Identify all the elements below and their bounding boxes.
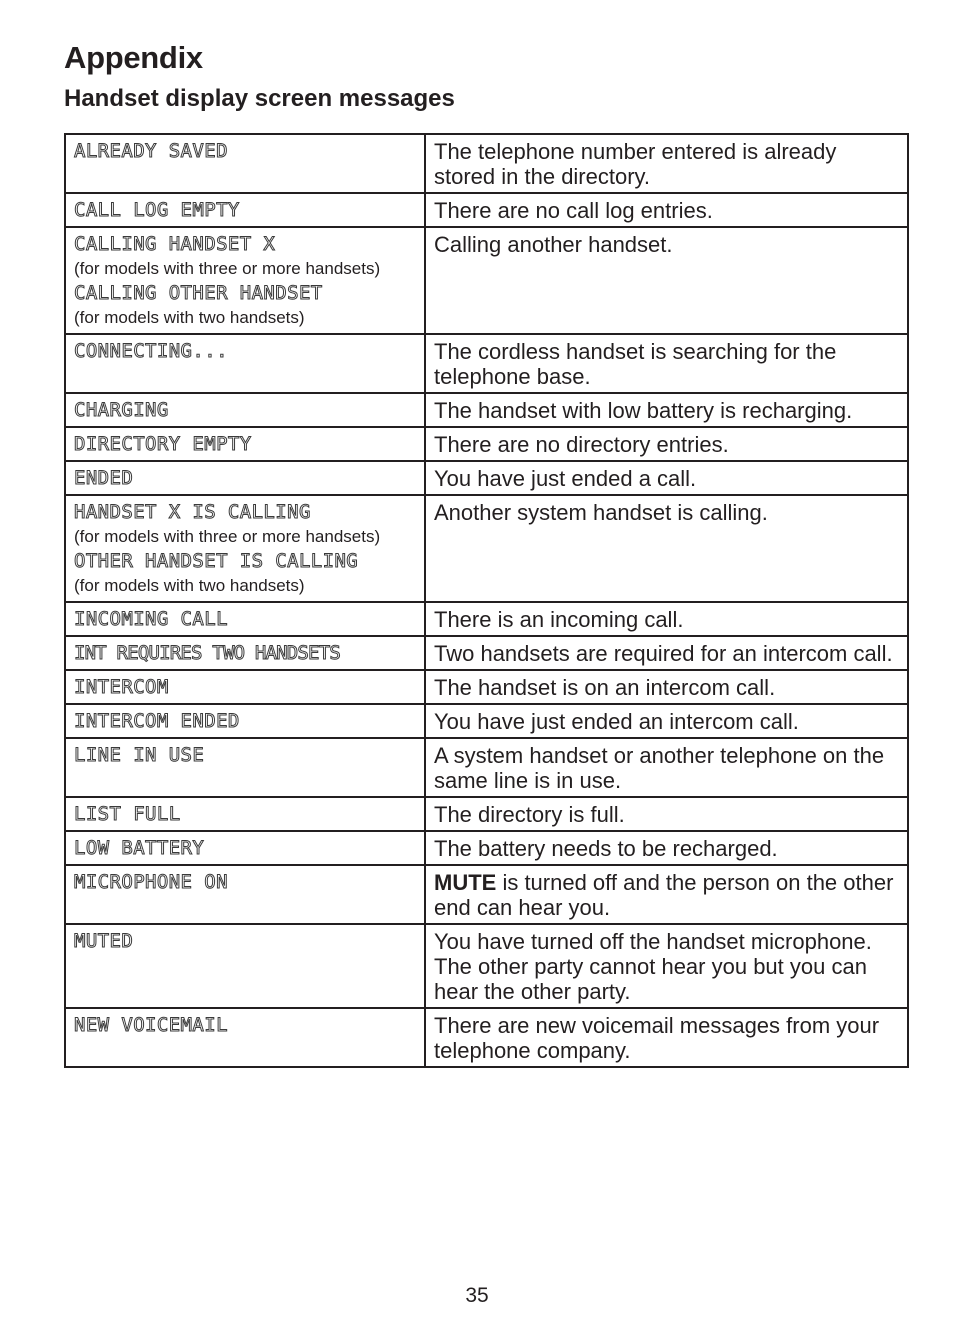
message-description: The directory is full. — [434, 802, 625, 827]
description-cell — [425, 831, 908, 865]
message-cell — [65, 602, 425, 636]
message-description: The battery needs to be recharged. — [434, 836, 778, 861]
screen-message: INT REQUIRES TWO HANDSETS — [74, 642, 340, 664]
message-cell — [65, 427, 425, 461]
model-note: (for models with two handsets) — [74, 308, 305, 327]
description-cell — [425, 461, 908, 495]
message-description: You have just ended a call. — [434, 466, 697, 491]
page-title: Appendix — [64, 40, 203, 75]
description-cell — [425, 227, 908, 334]
message-cell — [65, 738, 425, 797]
description-cell — [425, 636, 908, 670]
message-description: A system handset or another telephone on the same line is in use. — [434, 743, 885, 793]
message-description: There are no call log entries. — [434, 198, 713, 223]
message-cell — [65, 193, 425, 227]
table-row — [65, 636, 908, 670]
message-cell — [65, 704, 425, 738]
table-row — [65, 193, 908, 227]
screen-message: MICROPHONE ON — [74, 871, 228, 893]
table-row — [65, 924, 908, 1008]
message-cell — [65, 797, 425, 831]
description-cell — [425, 393, 908, 427]
message-description — [434, 870, 893, 920]
screen-message: CALL LOG EMPTY — [74, 199, 240, 221]
screen-message: CONNECTING... — [74, 340, 228, 362]
message-cell — [65, 924, 425, 1008]
message-description: The telephone number entered is already stored in the directory. — [434, 139, 837, 189]
model-note: (for models with three or more handsets) — [74, 259, 381, 278]
table-row — [65, 427, 908, 461]
table-row — [65, 738, 908, 797]
message-cell — [65, 461, 425, 495]
mute-key-label: MUTE — [434, 870, 497, 895]
message-description: The cordless handset is searching for the telephone base. — [434, 339, 837, 389]
message-cell — [65, 865, 425, 924]
message-description: Two handsets are required for an intercom call. — [434, 641, 893, 666]
message-description: You have just ended an intercom call. — [434, 709, 799, 734]
table-row — [65, 704, 908, 738]
message-cell — [65, 134, 425, 193]
description-cell — [425, 134, 908, 193]
screen-message: CHARGING — [74, 399, 169, 421]
table-row — [65, 334, 908, 393]
message-description: There is an incoming call. — [434, 607, 684, 632]
description-cell — [425, 924, 908, 1008]
screen-message-alt: OTHER HANDSET IS CALLING — [74, 550, 359, 572]
screen-message-alt: CALLING OTHER HANDSET — [74, 282, 323, 304]
table-row — [65, 227, 908, 334]
table-row — [65, 134, 908, 193]
message-cell — [65, 495, 425, 602]
screen-message: CALLING HANDSET X — [74, 233, 276, 255]
table-row — [65, 1008, 908, 1067]
description-cell — [425, 797, 908, 831]
messages-table — [64, 133, 909, 1068]
description-cell — [425, 865, 908, 924]
table-row — [65, 393, 908, 427]
message-description: You have turned off the handset microphone. The other party cannot hear you but you can hear the other party. — [434, 929, 872, 1004]
description-cell — [425, 670, 908, 704]
message-cell — [65, 636, 425, 670]
screen-message: ENDED — [74, 467, 134, 489]
description-cell — [425, 495, 908, 602]
message-cell — [65, 831, 425, 865]
screen-message: HANDSET X IS CALLING — [74, 501, 311, 523]
screen-message: DIRECTORY EMPTY — [74, 433, 252, 455]
description-cell — [425, 738, 908, 797]
page-number: 35 — [465, 1284, 489, 1307]
message-description: Another system handset is calling. — [434, 500, 768, 525]
section-title: Handset display screen messages — [64, 85, 455, 112]
screen-message: LINE IN USE — [74, 744, 205, 766]
description-text: is turned off and the person on the other end can hear you. — [434, 870, 894, 920]
table-row — [65, 495, 908, 602]
model-note: (for models with two handsets) — [74, 576, 305, 595]
description-cell — [425, 1008, 908, 1067]
message-description: There are new voicemail messages from your telephone company. — [434, 1013, 880, 1063]
message-cell — [65, 670, 425, 704]
message-description: Calling another handset. — [434, 232, 673, 257]
table-row — [65, 831, 908, 865]
message-cell — [65, 1008, 425, 1067]
table-row — [65, 670, 908, 704]
message-cell — [65, 227, 425, 334]
model-note: (for models with three or more handsets) — [74, 527, 381, 546]
description-cell — [425, 602, 908, 636]
description-cell — [425, 193, 908, 227]
description-cell — [425, 704, 908, 738]
message-description: The handset is on an intercom call. — [434, 675, 776, 700]
screen-message: INCOMING CALL — [74, 608, 228, 630]
screen-message: ALREADY SAVED — [74, 140, 228, 162]
screen-message: LIST FULL — [74, 803, 181, 825]
description-cell — [425, 427, 908, 461]
table-row — [65, 797, 908, 831]
message-description: There are no directory entries. — [434, 432, 729, 457]
screen-message: INTERCOM — [74, 676, 169, 698]
message-cell — [65, 334, 425, 393]
screen-message: NEW VOICEMAIL — [74, 1014, 228, 1036]
screen-message: LOW BATTERY — [74, 837, 205, 859]
screen-message: MUTED — [74, 930, 134, 952]
description-cell — [425, 334, 908, 393]
message-cell — [65, 393, 425, 427]
table-row — [65, 461, 908, 495]
table-row — [65, 602, 908, 636]
table-row — [65, 865, 908, 924]
message-description: The handset with low battery is recharging. — [434, 398, 853, 423]
screen-message: INTERCOM ENDED — [74, 710, 240, 732]
